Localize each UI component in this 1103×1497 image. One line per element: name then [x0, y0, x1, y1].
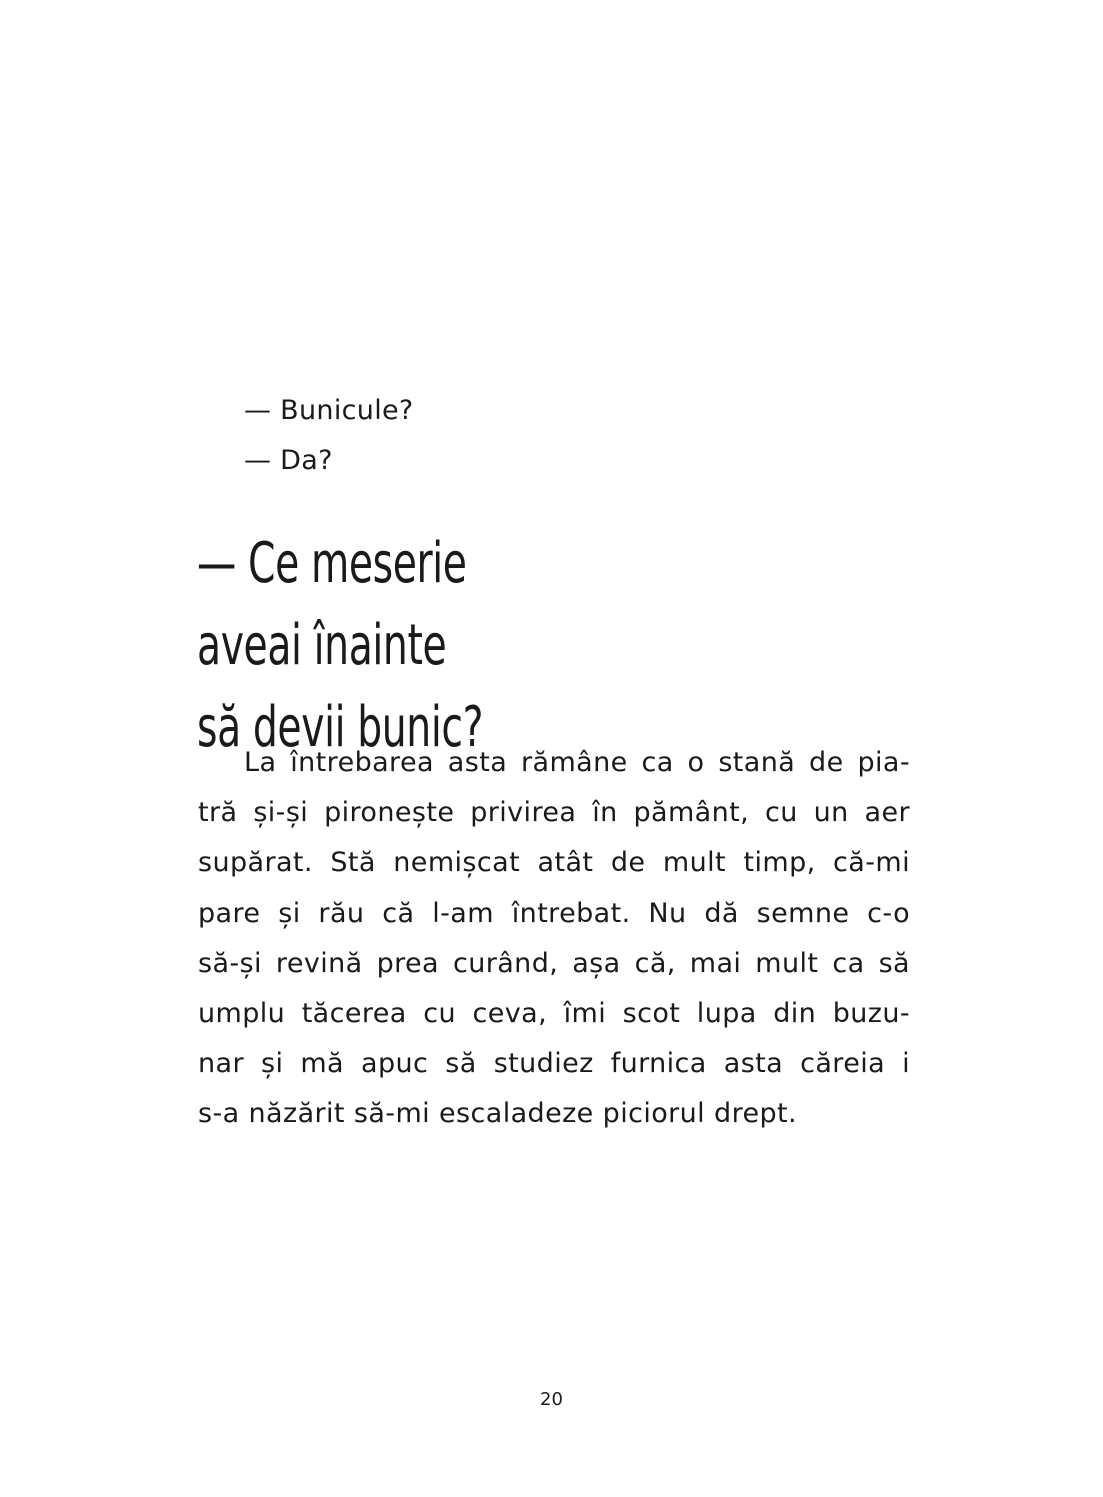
paragraph-line: nar și mă apuc să studiez furnica asta căreia i: [198, 1048, 910, 1080]
page-number: 20: [540, 1389, 563, 1410]
paragraph-line: s-a năzărit să-mi escaladeze piciorul drept.: [198, 1098, 798, 1130]
heading-line: aveai înainte: [197, 613, 447, 678]
paragraph-line: La întrebarea asta rămâne ca o stană de pia-: [244, 747, 910, 778]
dialogue-line: — Bunicule?: [244, 395, 414, 426]
body-paragraph: [198, 738, 910, 1140]
heading-line: să devii bunic?: [197, 695, 484, 760]
paragraph-line: supărat. Stă nemișcat atât de mult timp, că-mi: [198, 847, 910, 879]
paragraph-line: umplu tăcerea cu ceva, îmi scot lupa din buzu-: [198, 998, 910, 1030]
paragraph-line: să-și revină prea curând, așa că, mai mult ca să: [198, 947, 910, 979]
paragraph-line: tră și-și pironește privirea în pământ, cu un aer: [198, 797, 910, 829]
heading-line: — Ce meserie: [197, 531, 467, 596]
paragraph-line: pare și rău că l-am întrebat. Nu dă semne c-o: [198, 897, 910, 929]
page-heading: [197, 523, 634, 769]
dialogue-line: — Da?: [244, 445, 333, 476]
